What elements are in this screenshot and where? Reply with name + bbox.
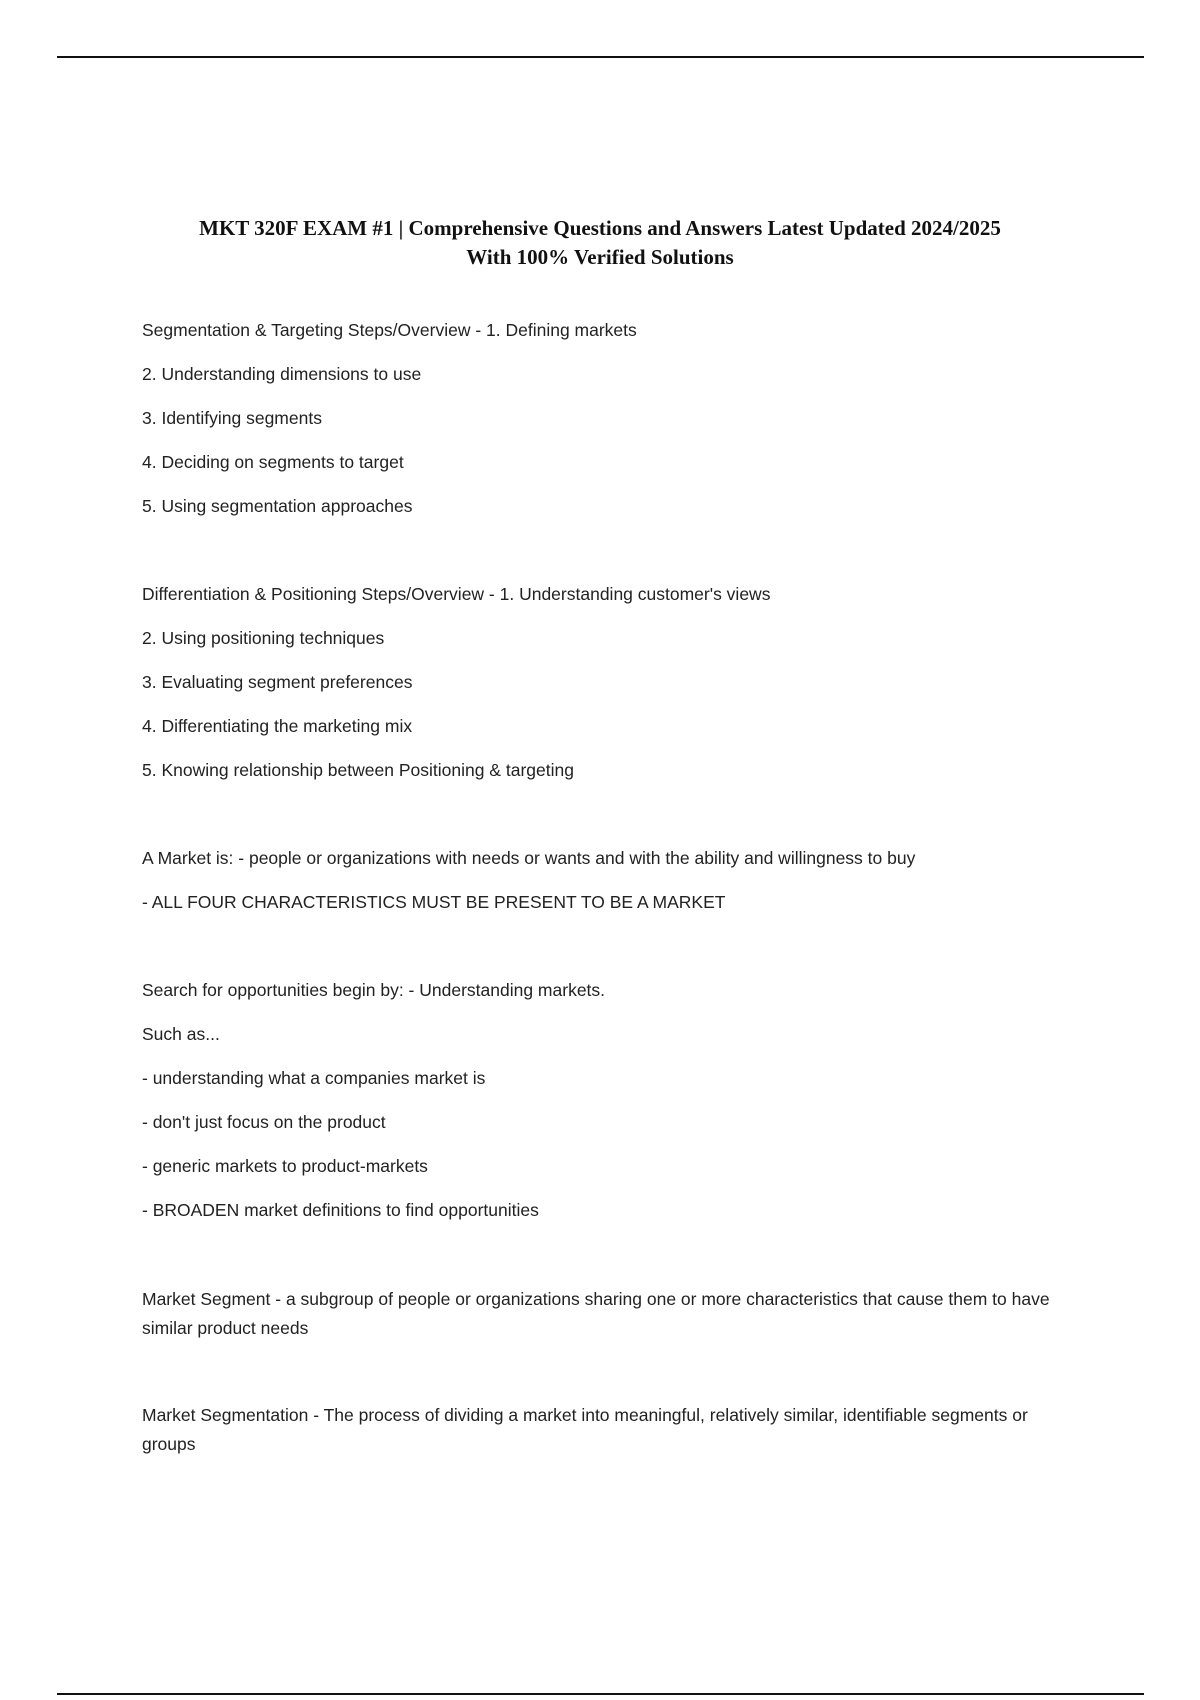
footer-rule [57, 1693, 1144, 1695]
text-line: 4. Differentiating the marketing mix [142, 716, 413, 736]
section-market-segmentation [142, 1401, 1082, 1459]
definition-paragraph: Market Segmentation - The process of dividing a market into meaningful, relatively similar, identifiable segments or groups [142, 1405, 1028, 1454]
section-segmentation-targeting [142, 317, 1082, 537]
section-gap [142, 1241, 1082, 1285]
text-line: A Market is: - people or organizations with needs or wants and with the ability and willingness to buy [142, 848, 916, 868]
definition-paragraph: Market Segment - a subgroup of people or organizations sharing one or more characteristics that cause them to have similar product needs [142, 1289, 1050, 1338]
section-gap [142, 801, 1082, 845]
text-line: - understanding what a companies market is [142, 1068, 486, 1088]
text-line: 5. Knowing relationship between Positioning & targeting [142, 760, 574, 780]
section-search-opportunities [142, 977, 1082, 1241]
text-line: 2. Using positioning techniques [142, 628, 385, 648]
section-gap [142, 933, 1082, 977]
text-line: 4. Deciding on segments to target [142, 452, 404, 472]
text-line: - don't just focus on the product [142, 1112, 386, 1132]
text-line: 2. Understanding dimensions to use [142, 364, 422, 384]
text-line: Such as... [142, 1024, 220, 1044]
section-differentiation-positioning [142, 581, 1082, 801]
document-title [100, 214, 1100, 272]
text-line: 3. Identifying segments [142, 408, 322, 428]
text-line: Differentiation & Positioning Steps/Overview - 1. Understanding customer's views [142, 584, 771, 604]
section-market-definition [142, 845, 1082, 933]
section-gap [142, 537, 1082, 581]
text-line: 3. Evaluating segment preferences [142, 672, 413, 692]
text-line: - ALL FOUR CHARACTERISTICS MUST BE PRESENT TO BE A MARKET [142, 892, 726, 912]
header-rule [57, 56, 1144, 58]
title-line-1: MKT 320F EXAM #1 | Comprehensive Questions and Answers Latest Updated 2024/2025 [199, 216, 1001, 240]
title-line-2: With 100% Verified Solutions [466, 245, 734, 269]
document-body [142, 317, 1082, 1459]
text-line: Segmentation & Targeting Steps/Overview - 1. Defining markets [142, 320, 637, 340]
text-line: - BROADEN market definitions to find opportunities [142, 1200, 539, 1220]
text-line: Search for opportunities begin by: - Understanding markets. [142, 980, 606, 1000]
section-market-segment [142, 1285, 1082, 1343]
section-gap [142, 1343, 1082, 1401]
text-line: - generic markets to product-markets [142, 1156, 428, 1176]
text-line: 5. Using segmentation approaches [142, 496, 413, 516]
